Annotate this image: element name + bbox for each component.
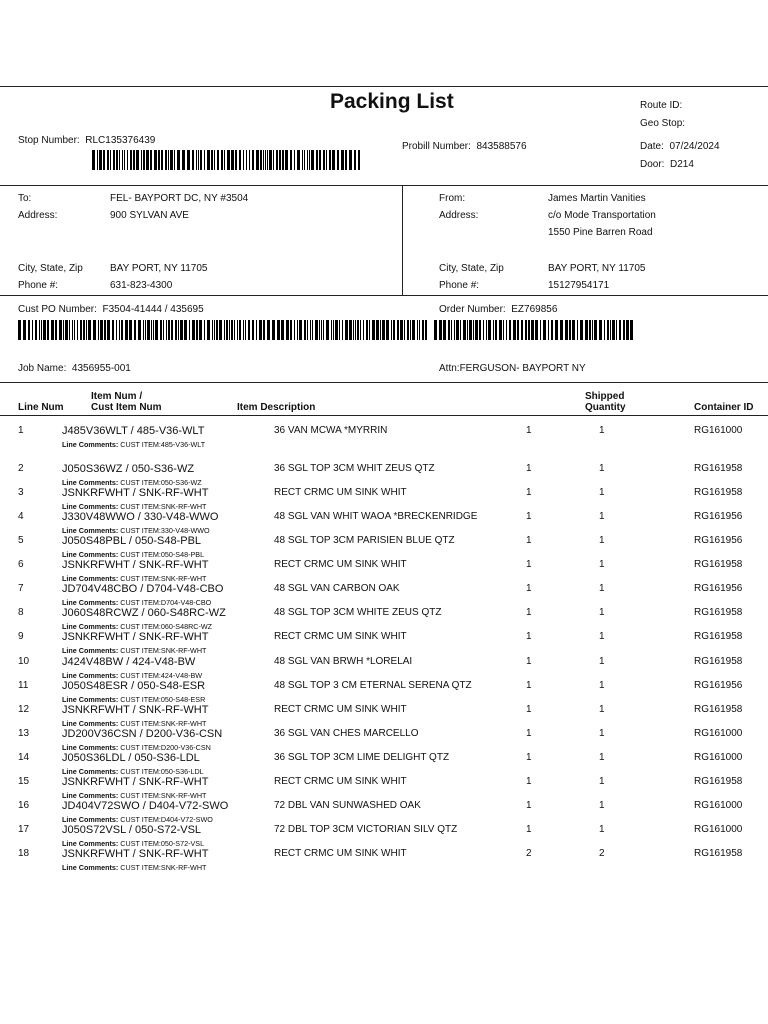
- row-item-num: JSNKRFWHT / SNK-RF-WHT: [62, 848, 209, 860]
- probill-field: [402, 141, 527, 152]
- row-line-num: 17: [18, 824, 30, 835]
- to-address: 900 SYLVAN AVE: [110, 210, 189, 221]
- row-container-id: RG161958: [694, 559, 743, 570]
- row-item-num: J485V36WLT / 485-V36-WLT: [62, 425, 205, 437]
- row-item-num: JSNKRFWHT / SNK-RF-WHT: [62, 631, 209, 643]
- line-comments-label: Line Comments:: [62, 550, 119, 559]
- row-shipped-qty: 1: [599, 800, 605, 811]
- col-line-num: Line Num: [18, 402, 64, 413]
- row-qty-1: 1: [526, 535, 532, 546]
- row-line-comment: [62, 598, 211, 607]
- row-description: 36 SGL TOP 3CM WHIT ZEUS QTZ: [274, 463, 435, 474]
- row-shipped-qty: 2: [599, 848, 605, 859]
- line-comment-text: CUST ITEM:050-S72-VSL: [118, 839, 205, 848]
- row-line-num: 15: [18, 776, 30, 787]
- col-description: Item Description: [237, 402, 316, 413]
- line-comment-text: CUST ITEM:SNK-RF-WHT: [118, 646, 207, 655]
- job-name-label: Job Name:: [18, 363, 67, 374]
- row-shipped-qty: 1: [599, 776, 605, 787]
- date-value: 07/24/2024: [669, 141, 720, 152]
- row-description: RECT CRMC UM SINK WHIT: [274, 704, 407, 715]
- line-comments-label: Line Comments:: [62, 695, 119, 704]
- row-description: 36 SGL TOP 3CM LIME DELIGHT QTZ: [274, 752, 450, 763]
- row-shipped-qty: 1: [599, 656, 605, 667]
- col-item-num-2: Cust Item Num: [91, 402, 162, 413]
- row-line-num: 13: [18, 728, 30, 739]
- line-comments-label: Line Comments:: [62, 815, 119, 824]
- row-container-id: RG161958: [694, 656, 743, 667]
- from-address-line2: 1550 Pine Barren Road: [548, 227, 653, 238]
- row-item-num: JD704V48CBO / D704-V48-CBO: [62, 583, 224, 595]
- row-container-id: RG161958: [694, 463, 743, 474]
- row-line-comment: [62, 646, 206, 655]
- row-line-comment: [62, 550, 204, 559]
- row-line-comment: [62, 502, 206, 511]
- line-comment-text: CUST ITEM:330-V48-WWO: [118, 526, 210, 535]
- from-phone-label: Phone #:: [439, 280, 480, 291]
- row-shipped-qty: 1: [599, 607, 605, 618]
- row-shipped-qty: 1: [599, 583, 605, 594]
- row-qty-1: 1: [526, 800, 532, 811]
- row-item-num: J060S48RCWZ / 060-S48RC-WZ: [62, 607, 226, 619]
- row-description: RECT CRMC UM SINK WHIT: [274, 776, 407, 787]
- row-item-num: JSNKRFWHT / SNK-RF-WHT: [62, 704, 209, 716]
- row-container-id: RG161956: [694, 535, 743, 546]
- row-item-num: J330V48WWO / 330-V48-WWO: [62, 511, 219, 523]
- row-line-comment: [62, 478, 202, 487]
- row-line-comment: [62, 839, 204, 848]
- row-item-num: JSNKRFWHT / SNK-RF-WHT: [62, 776, 209, 788]
- row-line-num: 10: [18, 656, 30, 667]
- row-shipped-qty: 1: [599, 463, 605, 474]
- row-shipped-qty: 1: [599, 535, 605, 546]
- row-line-comment: [62, 791, 206, 800]
- top-rule: [0, 86, 768, 87]
- row-item-num: JD200V36CSN / D200-V36-CSN: [62, 728, 223, 740]
- row-line-num: 2: [18, 463, 24, 474]
- line-comments-label: Line Comments:: [62, 839, 119, 848]
- row-item-num: J050S72VSL / 050-S72-VSL: [62, 824, 202, 836]
- row-line-comment: [62, 815, 213, 824]
- row-line-comment: [62, 622, 212, 631]
- to-csz: BAY PORT, NY 11705: [110, 263, 208, 274]
- page-title: Packing List: [330, 90, 454, 113]
- row-description: RECT CRMC UM SINK WHIT: [274, 487, 407, 498]
- from-phone: 15127954171: [548, 280, 610, 291]
- row-line-num: 9: [18, 631, 24, 642]
- line-comment-text: CUST ITEM:050-S48-ESR: [118, 695, 206, 704]
- line-comment-text: CUST ITEM:050-S36-LDL: [118, 767, 204, 776]
- from-address-line1: c/o Mode Transportation: [548, 210, 656, 221]
- table-top-rule: [0, 382, 768, 383]
- row-line-num: 12: [18, 704, 30, 715]
- date-label: Date:: [640, 141, 664, 152]
- to-name: FEL- BAYPORT DC, NY #3504: [110, 193, 249, 204]
- row-description: 72 DBL TOP 3CM VICTORIAN SILV QTZ: [274, 824, 458, 835]
- row-qty-1: 1: [526, 631, 532, 642]
- row-shipped-qty: 1: [599, 511, 605, 522]
- row-line-comment: [62, 767, 204, 776]
- row-qty-1: 1: [526, 559, 532, 570]
- col-shipped-1: Shipped: [585, 391, 625, 402]
- row-item-num: J050S48ESR / 050-S48-ESR: [62, 680, 206, 692]
- row-description: RECT CRMC UM SINK WHIT: [274, 559, 407, 570]
- line-comments-label: Line Comments:: [62, 440, 119, 449]
- stop-number-field: [18, 135, 155, 146]
- row-qty-1: 1: [526, 425, 532, 436]
- row-item-num: JD404V72SWO / D404-V72-SWO: [62, 800, 229, 812]
- row-qty-1: 1: [526, 752, 532, 763]
- row-description: 48 SGL VAN WHIT WAOA *BRECKENRIDGE: [274, 511, 478, 522]
- line-comment-text: CUST ITEM:D200-V36-CSN: [118, 743, 211, 752]
- row-description: 48 SGL TOP 3 CM ETERNAL SERENA QTZ: [274, 680, 472, 691]
- row-description: 72 DBL VAN SUNWASHED OAK: [274, 800, 421, 811]
- row-description: 48 SGL TOP 3CM PARISIEN BLUE QTZ: [274, 535, 455, 546]
- row-item-num: J424V48BW / 424-V48-BW: [62, 656, 196, 668]
- line-comment-text: CUST ITEM:060-S48RC-WZ: [118, 622, 213, 631]
- row-line-num: 14: [18, 752, 30, 763]
- order-number-value: EZ769856: [511, 304, 558, 315]
- table-header-rule: [0, 415, 768, 416]
- cust-po-barcode: [18, 320, 428, 340]
- row-shipped-qty: 1: [599, 425, 605, 436]
- row-container-id: RG161000: [694, 800, 743, 811]
- row-shipped-qty: 1: [599, 728, 605, 739]
- row-container-id: RG161958: [694, 776, 743, 787]
- line-comments-label: Line Comments:: [62, 622, 119, 631]
- to-phone: 631-823-4300: [110, 280, 173, 291]
- row-line-num: 18: [18, 848, 30, 859]
- row-line-comment: [62, 574, 206, 583]
- row-line-num: 1: [18, 425, 24, 436]
- line-comment-text: CUST ITEM:050-S48-PBL: [118, 550, 205, 559]
- row-qty-1: 2: [526, 848, 532, 859]
- line-comment-text: CUST ITEM:SNK-RF-WHT: [118, 574, 207, 583]
- from-label: From:: [439, 193, 466, 204]
- line-comment-text: CUST ITEM:050-S36-WZ: [118, 478, 202, 487]
- row-shipped-qty: 1: [599, 752, 605, 763]
- to-address-label: Address:: [18, 210, 58, 221]
- row-shipped-qty: 1: [599, 631, 605, 642]
- row-qty-1: 1: [526, 728, 532, 739]
- row-qty-1: 1: [526, 680, 532, 691]
- row-line-num: 6: [18, 559, 24, 570]
- row-line-comment: [62, 719, 206, 728]
- order-number-barcode: [434, 320, 634, 340]
- row-shipped-qty: 1: [599, 824, 605, 835]
- from-address-label: Address:: [439, 210, 479, 221]
- row-shipped-qty: 1: [599, 559, 605, 570]
- row-description: 48 SGL VAN CARBON OAK: [274, 583, 400, 594]
- row-item-num: J050S36LDL / 050-S36-LDL: [62, 752, 200, 764]
- row-container-id: RG161000: [694, 752, 743, 763]
- line-comments-label: Line Comments:: [62, 646, 119, 655]
- line-comments-label: Line Comments:: [62, 574, 119, 583]
- to-phone-label: Phone #:: [18, 280, 59, 291]
- row-line-num: 8: [18, 607, 24, 618]
- line-comments-label: Line Comments:: [62, 671, 119, 680]
- row-item-num: J050S36WZ / 050-S36-WZ: [62, 463, 195, 475]
- row-qty-1: 1: [526, 776, 532, 787]
- row-container-id: RG161000: [694, 824, 743, 835]
- stop-number-value: RLC135376439: [85, 135, 156, 146]
- door-label: Door:: [640, 159, 665, 170]
- order-number-label: Order Number:: [439, 304, 506, 315]
- to-csz-label: City, State, Zip: [18, 263, 83, 274]
- row-line-comment: [62, 695, 205, 704]
- row-qty-1: 1: [526, 463, 532, 474]
- order-number-field: [439, 304, 557, 315]
- row-shipped-qty: 1: [599, 704, 605, 715]
- job-name-field: [18, 363, 131, 374]
- door-value: D214: [670, 159, 694, 170]
- row-qty-1: 1: [526, 487, 532, 498]
- job-name-value: 4356955-001: [71, 363, 131, 374]
- row-description: 36 VAN MCWA *MYRRIN: [274, 425, 388, 436]
- row-line-num: 16: [18, 800, 30, 811]
- stop-number-label: Stop Number:: [18, 135, 80, 146]
- geo-stop-label: Geo Stop:: [640, 118, 686, 129]
- row-item-num: J050S48PBL / 050-S48-PBL: [62, 535, 202, 547]
- route-id-label: Route ID:: [640, 100, 683, 111]
- line-comments-label: Line Comments:: [62, 502, 119, 511]
- row-line-num: 3: [18, 487, 24, 498]
- address-divider: [402, 185, 403, 295]
- line-comments-label: Line Comments:: [62, 767, 119, 776]
- address-top-rule: [0, 185, 768, 186]
- row-description: RECT CRMC UM SINK WHIT: [274, 848, 407, 859]
- line-comments-label: Line Comments:: [62, 526, 119, 535]
- col-item-num-1: Item Num /: [91, 391, 143, 402]
- line-comment-text: CUST ITEM:485-V36-WLT: [118, 440, 206, 449]
- col-container-id: Container ID: [694, 402, 754, 413]
- from-csz-label: City, State, Zip: [439, 263, 504, 274]
- line-comment-text: CUST ITEM:D704-V48-CBO: [118, 598, 212, 607]
- row-line-comment: [62, 671, 202, 680]
- row-description: 36 SGL VAN CHES MARCELLO: [274, 728, 419, 739]
- row-line-comment: [62, 440, 205, 449]
- row-line-num: 5: [18, 535, 24, 546]
- probill-label: Probill Number:: [402, 141, 471, 152]
- cust-po-label: Cust PO Number:: [18, 304, 97, 315]
- row-description: RECT CRMC UM SINK WHIT: [274, 631, 407, 642]
- row-container-id: RG161956: [694, 583, 743, 594]
- line-comments-label: Line Comments:: [62, 863, 119, 872]
- date-field: [640, 141, 720, 152]
- row-container-id: RG161000: [694, 728, 743, 739]
- attn-text: Attn:FERGUSON- BAYPORT NY: [439, 363, 586, 374]
- row-line-comment: [62, 743, 211, 752]
- line-comment-text: CUST ITEM:424-V48-BW: [118, 671, 203, 680]
- door-field: [640, 159, 694, 170]
- row-qty-1: 1: [526, 656, 532, 667]
- row-shipped-qty: 1: [599, 680, 605, 691]
- line-comment-text: CUST ITEM:SNK-RF-WHT: [118, 502, 207, 511]
- row-shipped-qty: 1: [599, 487, 605, 498]
- line-comment-text: CUST ITEM:D404-V72-SWO: [118, 815, 213, 824]
- row-qty-1: 1: [526, 824, 532, 835]
- line-comments-label: Line Comments:: [62, 719, 119, 728]
- row-container-id: RG161000: [694, 425, 743, 436]
- address-bottom-rule: [0, 295, 768, 296]
- row-line-num: 7: [18, 583, 24, 594]
- col-shipped-2: Quantity: [585, 402, 626, 413]
- row-qty-1: 1: [526, 511, 532, 522]
- row-description: 48 SGL VAN BRWH *LORELAI: [274, 656, 413, 667]
- probill-value: 843588576: [476, 141, 527, 152]
- row-container-id: RG161958: [694, 848, 743, 859]
- row-line-num: 4: [18, 511, 24, 522]
- cust-po-field: [18, 304, 204, 315]
- row-line-num: 11: [18, 680, 29, 691]
- line-comments-label: Line Comments:: [62, 791, 119, 800]
- stop-number-barcode: [92, 150, 364, 170]
- line-comments-label: Line Comments:: [62, 598, 119, 607]
- cust-po-value: F3504-41444 / 435695: [102, 304, 204, 315]
- row-line-comment: [62, 526, 210, 535]
- line-comment-text: CUST ITEM:SNK-RF-WHT: [118, 863, 207, 872]
- row-container-id: RG161958: [694, 704, 743, 715]
- row-container-id: RG161958: [694, 607, 743, 618]
- line-comment-text: CUST ITEM:SNK-RF-WHT: [118, 719, 207, 728]
- row-item-num: JSNKRFWHT / SNK-RF-WHT: [62, 559, 209, 571]
- row-item-num: JSNKRFWHT / SNK-RF-WHT: [62, 487, 209, 499]
- row-qty-1: 1: [526, 583, 532, 594]
- line-comment-text: CUST ITEM:SNK-RF-WHT: [118, 791, 207, 800]
- line-comments-label: Line Comments:: [62, 743, 119, 752]
- from-csz: BAY PORT, NY 11705: [548, 263, 646, 274]
- row-description: 48 SGL TOP 3CM WHITE ZEUS QTZ: [274, 607, 442, 618]
- row-line-comment: [62, 863, 206, 872]
- row-qty-1: 1: [526, 704, 532, 715]
- line-comments-label: Line Comments:: [62, 478, 119, 487]
- row-container-id: RG161956: [694, 511, 743, 522]
- row-container-id: RG161958: [694, 487, 743, 498]
- row-container-id: RG161958: [694, 631, 743, 642]
- row-container-id: RG161956: [694, 680, 743, 691]
- from-name: James Martin Vanities: [548, 193, 646, 204]
- row-qty-1: 1: [526, 607, 532, 618]
- to-label: To:: [18, 193, 32, 204]
